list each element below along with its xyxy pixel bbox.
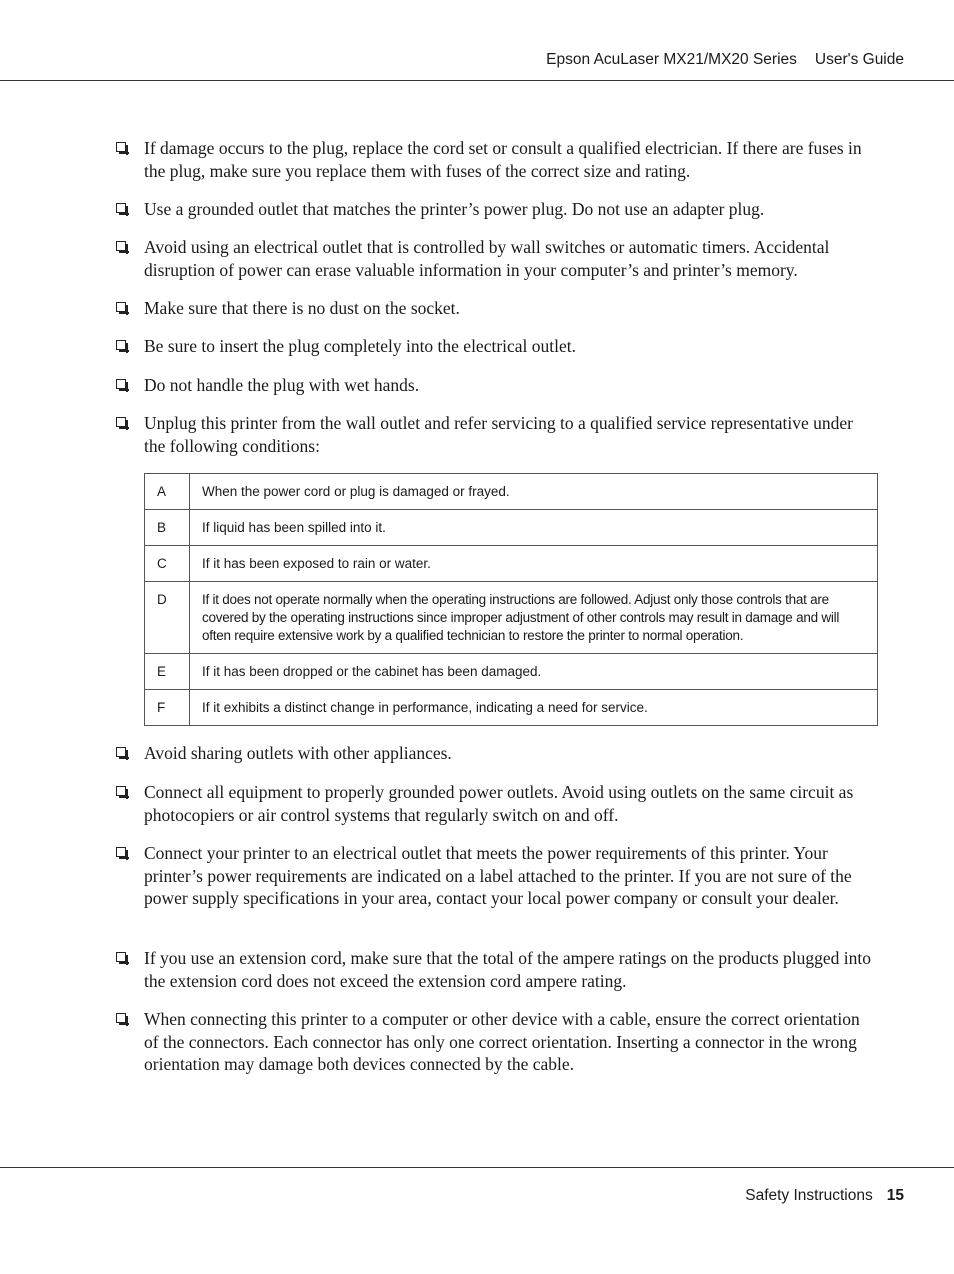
bullet-text: When connecting this printer to a computer or other device with a cable, ensure the correct orientation of the connectors. Each connector has only one correct orientation. Inserting a connector in the wrong orientation may damage both devices connected by the cable. [144,1009,860,1074]
bullet-text: If damage occurs to the plug, replace the cord set or consult a qualified electrician. If there are fuses in the plug, make sure you replace them with fuses of the correct size and rating. [144,138,862,181]
checkbox-bullet-icon [116,847,126,857]
checkbox-bullet-icon [116,302,126,312]
footer-section: Safety Instructions [745,1187,873,1204]
condition-text: If it has been dropped or the cabinet has been damaged. [190,654,878,690]
checkbox-bullet-icon [116,241,126,251]
bullet-item [114,781,878,826]
header-rule [0,80,954,81]
page-footer [745,1187,904,1205]
checkbox-bullet-icon [116,417,126,427]
condition-letter: D [145,582,190,654]
bullet-item [114,742,878,765]
checkbox-bullet-icon [116,1013,126,1023]
condition-text: If liquid has been spilled into it. [190,510,878,546]
checkbox-bullet-icon [116,203,126,213]
bullet-item [114,842,878,910]
bullet-text: Unplug this printer from the wall outlet and refer servicing to a qualified service representative under the following conditions: [144,413,853,456]
table-row [145,654,878,690]
bullet-item [114,297,878,320]
condition-text: When the power cord or plug is damaged or frayed. [190,474,878,510]
checkbox-bullet-icon [116,952,126,962]
page-number: 15 [886,1187,904,1204]
table-row [145,690,878,726]
condition-letter: B [145,510,190,546]
footer-rule [0,1167,954,1168]
bullet-item [114,947,878,992]
bullet-item [114,335,878,358]
bullet-item [114,198,878,221]
checkbox-bullet-icon [116,747,126,757]
bullet-text: Connect all equipment to properly grounded power outlets. Avoid using outlets on the same circuit as photocopiers or air control systems that regularly switch on and off. [144,782,854,825]
bullet-text: If you use an extension cord, make sure that the total of the ampere ratings on the products plugged into the extension cord does not exceed the extension cord ampere rating. [144,948,872,991]
bullet-text: Avoid using an electrical outlet that is controlled by wall switches or automatic timers. Accidental disruption of power can erase valuable information in your computer’s and printer’s memory. [144,237,830,280]
condition-text: If it has been exposed to rain or water. [190,546,878,582]
bullet-text: Use a grounded outlet that matches the printer’s power plug. Do not use an adapter plug. [144,199,765,219]
header-product: Epson AcuLaser MX21/MX20 Series [546,51,797,68]
bullet-item [114,137,878,182]
conditions-table [144,473,878,726]
bullet-item [114,236,878,281]
page-header [546,51,904,69]
bullet-text: Make sure that there is no dust on the socket. [144,298,460,318]
bullet-text: Connect your printer to an electrical outlet that meets the power requirements of this printer. Your printer’s power requirements are indicated on a label attached to the printer. If you are not sure of the power supply specifications in your area, contact your local power company or consult your dealer. [144,843,852,908]
header-guide: User's Guide [814,51,904,68]
checkbox-bullet-icon [116,142,126,152]
condition-letter: F [145,690,190,726]
table-row [145,510,878,546]
checkbox-bullet-icon [116,340,126,350]
condition-letter: C [145,546,190,582]
checkbox-bullet-icon [116,379,126,389]
table-row [145,474,878,510]
bullet-item [114,1008,878,1076]
bullet-item [114,374,878,397]
condition-letter: A [145,474,190,510]
bullet-text: Do not handle the plug with wet hands. [144,375,420,395]
bullet-item [114,412,878,457]
bullet-text: Be sure to insert the plug completely into the electrical outlet. [144,336,577,356]
table-row [145,546,878,582]
checkbox-bullet-icon [116,786,126,796]
condition-letter: E [145,654,190,690]
condition-text: If it does not operate normally when the operating instructions are followed. Adjust only those controls that are covered by the operating instructions since improper adjustment of other controls may result in damage and will often require extensive work by a qualified technician to restore the printer to normal operation. [190,582,878,654]
table-row [145,582,878,654]
condition-text: If it exhibits a distinct change in performance, indicating a need for service. [190,690,878,726]
bullet-text: Avoid sharing outlets with other appliances. [144,743,452,763]
